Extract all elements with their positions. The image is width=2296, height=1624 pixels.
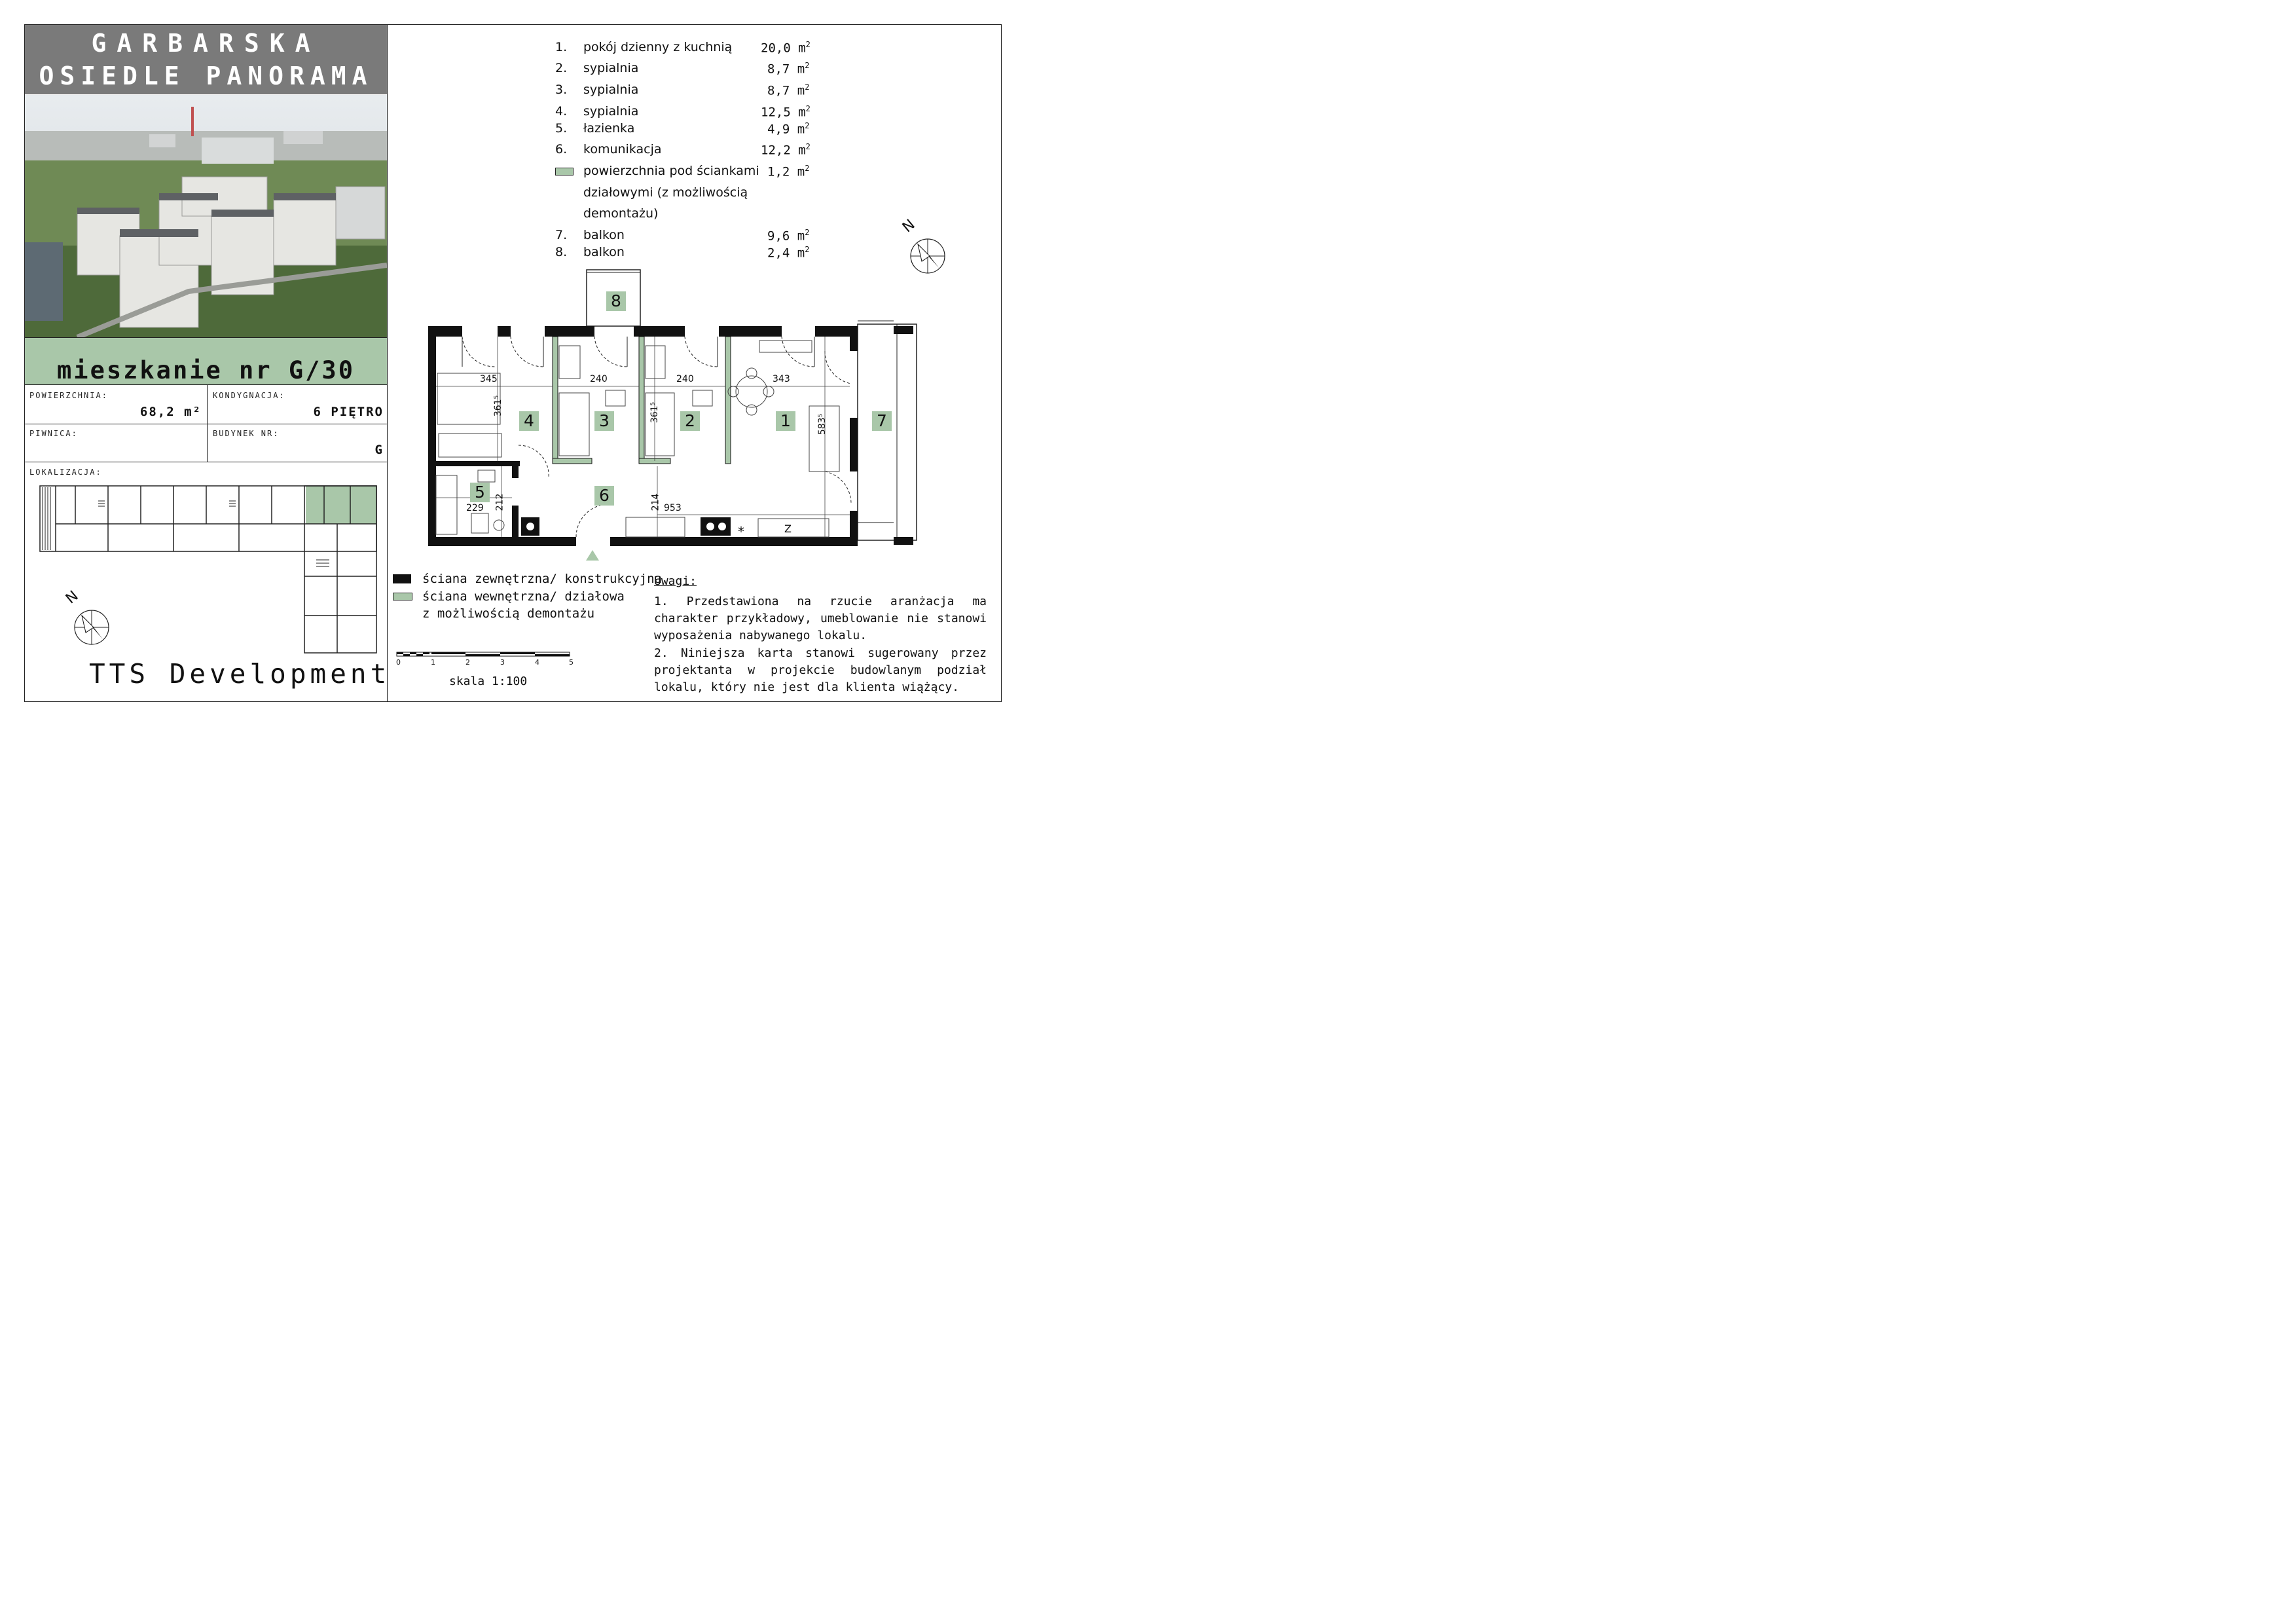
notes-item-2: 2. Niniejsza karta stanowi sugerowany przez projektanta w projekcie budowlanym podział lokalu, który nie jest dla klienta wiążący. <box>654 646 987 694</box>
room-label-5: 5 <box>470 483 490 502</box>
brand-name: TTS Development <box>89 658 391 690</box>
location-label: LOKALIZACJA: <box>29 468 102 477</box>
dim-label: 583⁵ <box>817 413 828 435</box>
dim-label: Z <box>784 523 792 535</box>
legend-inner-wall: ściana wewnętrzna/ działowa <box>422 589 625 604</box>
building-label: BUDYNEK NR: <box>213 429 280 438</box>
info-divider <box>207 385 208 462</box>
scale-label: skala 1:100 <box>449 674 528 688</box>
apartment-title: mieszkanie nr G/30 <box>57 356 355 384</box>
room-number: 7. <box>555 228 568 242</box>
room-name: balkon <box>583 228 625 242</box>
room-label-3: 3 <box>594 411 614 431</box>
room-area: 1,2 $m^2$ <box>767 164 810 179</box>
room-name: pokój dzienny z kuchnią <box>583 40 733 54</box>
room-area: 8,7 $m^2$ <box>767 61 810 77</box>
room-area: 2,4 $m^2$ <box>767 245 810 261</box>
room-area: 9,6 $m^2$ <box>767 228 810 244</box>
header-title-line1: GARBARSKA <box>91 29 321 58</box>
room-area: 20,0 $m^2$ <box>761 40 811 56</box>
area-value: 68,2 m² <box>139 405 202 419</box>
room-label-7: 7 <box>872 411 892 431</box>
room-area: 4,9 $m^2$ <box>767 121 810 137</box>
room-name: powierzchnia pod ściankami <box>583 164 759 178</box>
dim-label: 361⁵ <box>649 401 661 424</box>
room-label-8: 8 <box>606 291 626 311</box>
scale-tick: 3 <box>500 658 505 667</box>
notes-title: Uwagi: <box>654 574 697 588</box>
room-label-6: 6 <box>594 486 614 506</box>
room-number: 6. <box>555 142 568 157</box>
scale-tick: 4 <box>535 658 539 667</box>
dim-label: 361⁵ <box>493 395 504 417</box>
basement-label: PIWNICA: <box>29 429 78 438</box>
room-name: komunikacja <box>583 142 662 157</box>
room-label-1: 1 <box>776 411 795 431</box>
dim-label: 345 <box>480 374 498 384</box>
dim-label: 212 <box>494 493 505 511</box>
room-area: 8,7 $m^2$ <box>767 83 810 98</box>
room-name: sypialnia <box>583 61 639 75</box>
room-name: sypialnia <box>583 104 639 119</box>
room-area: 12,5 $m^2$ <box>761 104 811 120</box>
dim-label: 953 <box>664 503 682 513</box>
building-value: G <box>374 443 384 457</box>
aerial-photo <box>25 95 387 337</box>
room-number: 4. <box>555 104 568 119</box>
room-number: 5. <box>555 121 568 136</box>
area-label: POWIERZCHNIA: <box>29 391 108 400</box>
legend-outer-wall: ściana zewnętrzna/ konstrukcyjna <box>422 572 663 586</box>
room-number: 1. <box>555 40 568 54</box>
dim-label: 229 <box>466 503 484 513</box>
header-band <box>25 25 387 94</box>
dim-label: 214 <box>650 493 661 511</box>
room-number: 2. <box>555 61 568 75</box>
room-area: 12,2 $m^2$ <box>761 142 811 158</box>
room-name: łazienka <box>583 121 635 136</box>
room-name: balkon <box>583 245 625 259</box>
room-number: 8. <box>555 245 568 259</box>
scale-tick: 1 <box>431 658 435 667</box>
inner-wall-swatch <box>393 593 412 600</box>
dim-label: 240 <box>590 374 608 384</box>
room-name: działowymi (z możliwością <box>583 185 748 200</box>
scale-tick: 0 <box>396 658 401 667</box>
apartment-band <box>25 337 387 385</box>
scale-tick: 5 <box>569 658 574 667</box>
scale-tick: 2 <box>465 658 470 667</box>
scale-bar <box>392 650 578 659</box>
dim-label: * <box>738 524 744 540</box>
partition-swatch <box>555 168 574 175</box>
room-number: 3. <box>555 83 568 97</box>
site-compass-letter: N <box>62 587 82 608</box>
room-name: demontażu) <box>583 206 659 221</box>
floor-label: KONDYGNACJA: <box>213 391 285 400</box>
room-label-2: 2 <box>680 411 700 431</box>
floor-value: 6 PIĘTRO <box>313 405 384 419</box>
notes-item-1: 1. Przedstawiona na rzucie aranżacja ma charakter przykładowy, umeblowanie nie stanowi wyposażenia nabywanego lokalu. <box>654 595 987 642</box>
outer-wall-swatch <box>393 574 411 583</box>
room-label-4: 4 <box>519 411 539 431</box>
legend-inner-wall-2: z możliwością demontażu <box>422 606 595 621</box>
header-title-line2: OSIEDLE PANORAMA <box>39 62 373 90</box>
room-name: sypialnia <box>583 83 639 97</box>
dim-label: 343 <box>773 374 790 384</box>
dim-label: 240 <box>676 374 694 384</box>
compass-letter: N <box>899 216 919 236</box>
